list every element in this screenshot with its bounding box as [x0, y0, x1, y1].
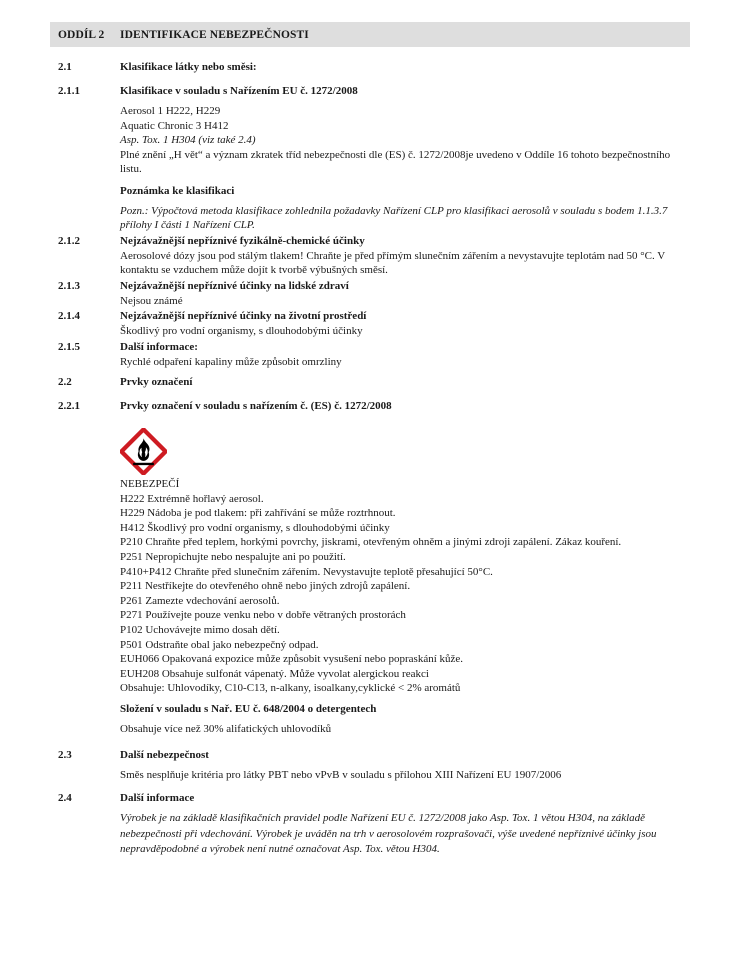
hazard-statement: P261 Zamezte vdechování aerosolů.	[120, 594, 280, 607]
item-2-3-number: 2.3	[58, 748, 72, 761]
item-2-4-text: Výrobek je na základě klasifikačních pravidel podle Nařízení EU č. 1272/2008 jako Asp. Tox. 1 větou H304, na základě nebezpečnosti při vdechování. Výrobek je uváděn na trh v aerosolovém rozprašovači, výše uvedené nepříznivé účinky jsou nepravděpodobné a výrobek není nutné označovat Asp. Tox. větou H304.	[120, 812, 657, 855]
section-number: ODDÍL 2	[58, 28, 105, 41]
section-header-bar	[50, 22, 690, 47]
item-2-1-2	[50, 233, 690, 278]
classification-full-text-note: Plné znění „H vět“ a význam zkratek tříd nebezpečnosti dle (ES) č. 1272/2008je uvedeno v Oddíle 16 tohoto bezpečnostního listu.	[120, 148, 671, 175]
hazard-statement: H229 Nádoba je pod tlakem: při zahřívání se může roztrhnout.	[120, 507, 396, 520]
hazard-statement: EUH208 Obsahuje sulfonát vápenatý. Může vyvolat alergickou reakci	[120, 667, 429, 680]
section-title: IDENTIFIKACE NEBEZPEČNOSTI	[120, 28, 309, 41]
item-2-1-3-number: 2.1.3	[58, 279, 80, 292]
item-2-1-1-number: 2.1.1	[58, 85, 80, 97]
item-2-4-heading: Další informace	[120, 792, 195, 804]
hazard-statement: P501 Odstraňte obal jako nebezpečný odpad.	[120, 638, 319, 651]
classification-line-2: Aquatic Chronic 3 H412	[120, 119, 229, 132]
classification-note-heading: Poznámka ke klasifikaci	[120, 184, 235, 197]
hazard-statement: EUH066 Opakovaná expozice může způsobit vysušení nebo popraskání kůže.	[120, 653, 464, 666]
item-2-1-5	[50, 339, 690, 370]
hazard-statement: H412 Škodlivý pro vodní organismy, s dlouhodobými účinky	[120, 521, 390, 534]
item-2-1-1-heading: Klasifikace v souladu s Nařízením EU č. 1272/2008	[120, 85, 358, 97]
hazard-statement: H222 Extrémně hořlavý aerosol.	[120, 492, 264, 505]
item-2-4	[50, 790, 690, 858]
item-2-1-3-heading: Nejzávažnější nepříznivé účinky na lidské zdraví	[120, 279, 349, 292]
item-2-2-heading: Prvky označení	[120, 376, 193, 388]
item-2-1-4	[50, 308, 690, 339]
hazard-statement: P210 Chraňte před teplem, horkými povrchy, jiskrami, otevřeným ohněm a jinými zdroji zapálení. Zákaz kouření.	[120, 536, 622, 549]
item-2-1-4-number: 2.1.4	[58, 310, 80, 322]
item-2-1	[50, 59, 690, 75]
hazard-statement: P271 Používejte pouze venku nebo v dobře větraných prostorách	[120, 609, 406, 622]
pictogram-container	[120, 414, 690, 477]
item-2-4-number: 2.4	[58, 792, 72, 804]
item-2-1-5-number: 2.1.5	[58, 340, 80, 353]
item-2-2-1-number: 2.2.1	[58, 400, 80, 412]
item-2-2-1	[50, 398, 690, 737]
item-2-1-4-text: Škodlivý pro vodní organismy, s dlouhodobými účinky	[120, 325, 363, 337]
label-elements-block	[120, 477, 690, 737]
item-2-1-number: 2.1	[58, 61, 72, 73]
item-2-1-2-number: 2.1.2	[58, 234, 80, 247]
item-2-1-2-text: Aerosolové dózy jsou pod stálým tlakem! Chraňte je před přímým slunečním zářením a nevystavujte teplotám nad 50 °C. V kontaktu se vzduchem může dojít k tvorbě výbušných směsí.	[120, 249, 666, 276]
item-2-1-3-text: Nejsou známé	[120, 294, 183, 307]
hazard-statement: Obsahuje: Uhlovodíky, C10-C13, n-alkany, isoalkany,cyklické < 2% aromátů	[120, 682, 461, 695]
flame-pictogram	[120, 428, 167, 475]
hazard-statement: P102 Uchovávejte mimo dosah dětí.	[120, 623, 280, 636]
hazard-statement: P251 Nepropichujte nebo nespalujte ani po použití.	[120, 550, 346, 563]
hazard-statement: P211 Nestříkejte do otevřeného ohně nebo jiných zdrojů zapálení.	[120, 580, 411, 593]
item-2-3-text: Směs nesplňuje kritéria pro látky PBT nebo vPvB v souladu s přílohou XIII Nařízení EU 1907/2006	[120, 768, 562, 781]
composition-heading: Složení v souladu s Nař. EU č. 648/2004 o detergentech	[120, 702, 377, 715]
item-2-1-5-heading: Další informace:	[120, 340, 198, 353]
item-2-2-number: 2.2	[58, 376, 72, 388]
item-2-2	[50, 374, 690, 390]
page-content	[50, 22, 690, 858]
composition-text: Obsahuje více než 30% alifatických uhlovodíků	[120, 722, 332, 735]
item-2-3	[50, 747, 690, 783]
classification-line-1: Aerosol 1 H222, H229	[120, 105, 221, 117]
item-2-1-4-heading: Nejzávažnější nepříznivé účinky na životní prostředí	[120, 310, 367, 322]
signal-word: NEBEZPEČÍ	[120, 478, 180, 490]
item-2-1-heading: Klasifikace látky nebo směsi:	[120, 61, 257, 73]
item-2-1-1	[50, 83, 690, 233]
classification-note-text: Pozn.: Výpočtová metoda klasifikace zohlednila požadavky Nařízení CLP pro klasifikaci aerosolů v souladu s bodem 1.1.3.7 přílohy I části 1 Nařízení CLP.	[120, 204, 668, 231]
classification-line-3: Asp. Tox. 1 H304 (viz také 2.4)	[120, 134, 256, 146]
hazard-statement: P410+P412 Chraňte před slunečním zářením. Nevystavujte teplotě přesahující 50°C.	[120, 565, 493, 578]
hazard-statements-list	[120, 492, 690, 696]
item-2-3-heading: Další nebezpečnost	[120, 748, 209, 761]
item-2-1-2-heading: Nejzávažnější nepříznivé fyzikálně-chemické účinky	[120, 234, 365, 247]
item-2-2-1-heading: Prvky označení v souladu s nařízením č. (ES) č. 1272/2008	[120, 400, 392, 412]
item-2-1-5-text: Rychlé odpaření kapaliny může způsobit omrzliny	[120, 355, 342, 368]
item-2-1-3	[50, 278, 690, 309]
